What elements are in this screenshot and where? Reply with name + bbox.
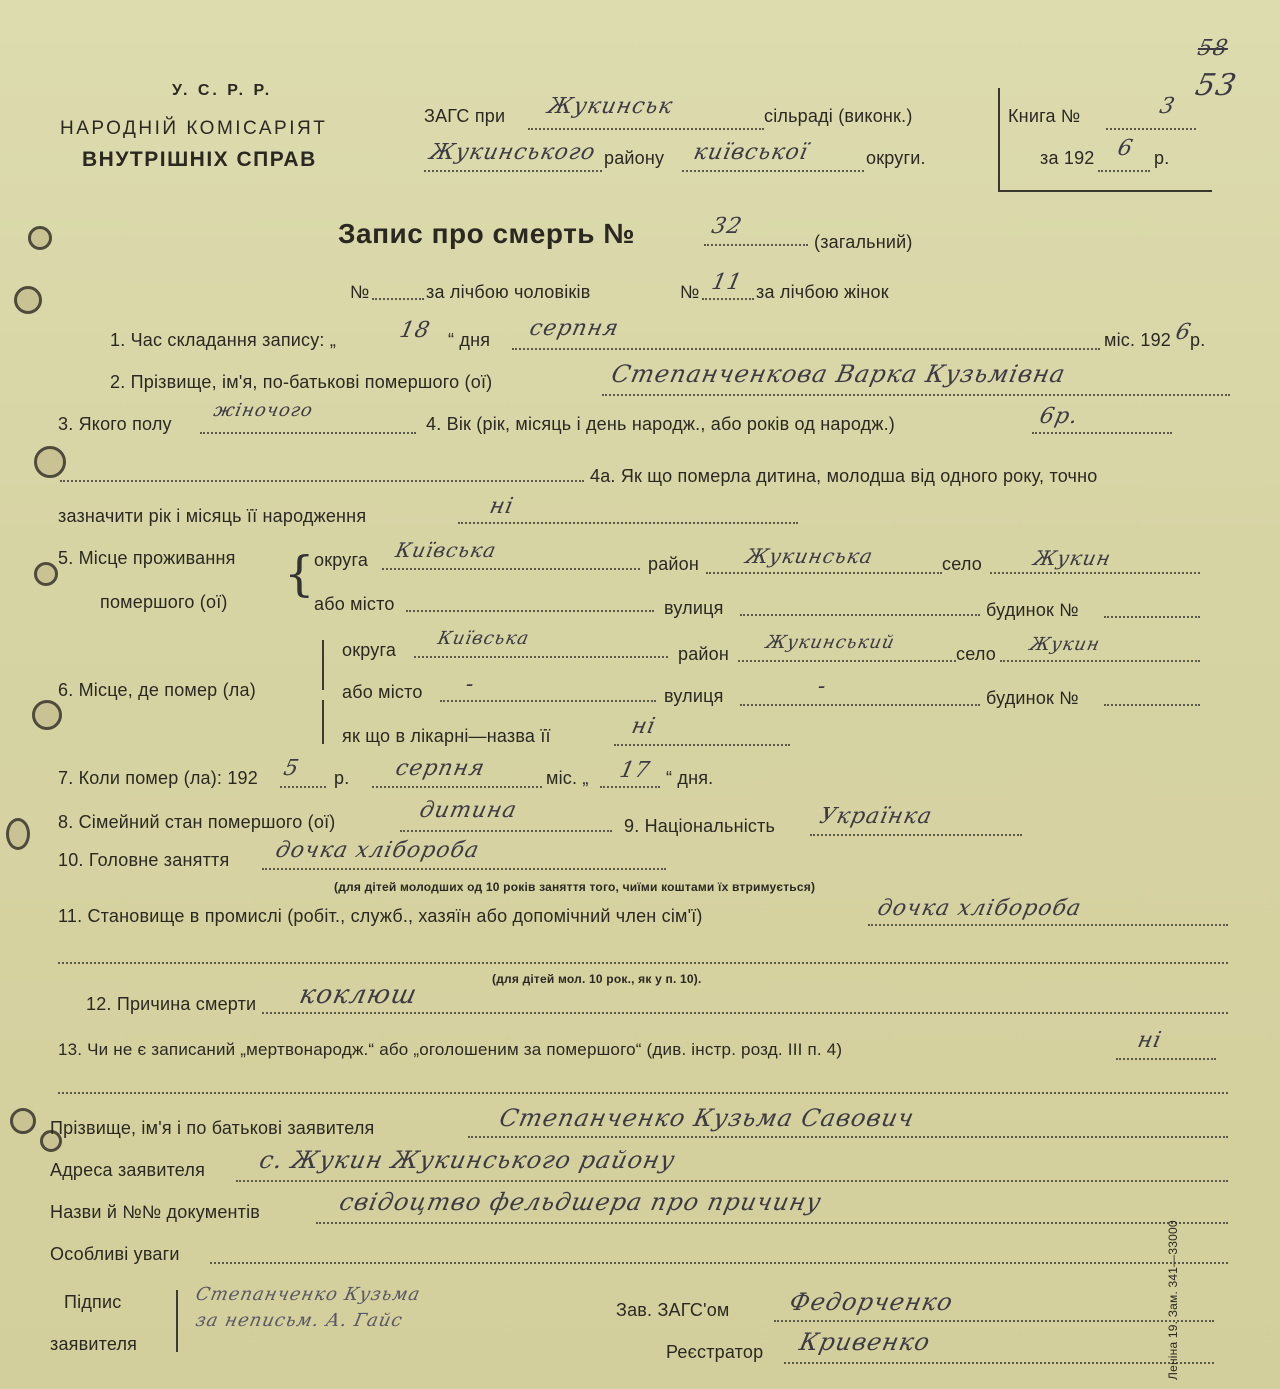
f8-line xyxy=(400,830,612,832)
f7-label: 7. Коли помер (ла): 192 xyxy=(58,768,258,788)
okrugy-label: округи. xyxy=(866,148,926,168)
f4a-value: ні xyxy=(487,494,517,519)
f5-brace: { xyxy=(284,546,315,602)
year-value: 6 xyxy=(1115,136,1136,161)
f8-value: дитина xyxy=(417,798,520,823)
f1-day: 18 xyxy=(397,318,433,343)
page-number: 53 xyxy=(1192,68,1240,103)
zav-zags-line xyxy=(774,1320,1214,1322)
raionu-label: району xyxy=(604,148,665,168)
f7-mis: міс. „ xyxy=(546,768,589,788)
women-count-line xyxy=(702,298,754,300)
page-number-top: 58 xyxy=(1195,36,1231,61)
f6-budynok-label: будинок № xyxy=(986,688,1079,708)
f6-misto-line xyxy=(440,700,656,702)
applicant-address-value: с. Жукин Жукинського району xyxy=(257,1146,679,1174)
f5-vulytsia-line xyxy=(740,614,980,616)
applicant-name-line xyxy=(468,1136,1228,1138)
f6-okruga-line xyxy=(414,656,668,658)
f1-year: 6 xyxy=(1173,320,1194,345)
f11-line xyxy=(868,924,1228,926)
f8-label: 8. Сімейний стан помершого (ої) xyxy=(58,812,336,832)
f6-bracket-top xyxy=(322,640,324,690)
f7-month: серпня xyxy=(393,756,488,781)
printer-side-note: Леніна 19. Зам. 341—33000 xyxy=(1166,1220,1180,1380)
f5-raion-value: Жукинська xyxy=(743,544,876,568)
f6-selo-label: село xyxy=(956,644,996,664)
f5-okruga-value: Київська xyxy=(393,538,499,562)
f11-value: дочка хлібороба xyxy=(875,896,1084,921)
f1-label: 1. Час складання запису: „ xyxy=(110,330,337,350)
f1-mid: “ дня xyxy=(448,330,491,350)
f6-vulytsia-label: вулиця xyxy=(664,686,724,706)
f5-vulytsia-label: вулиця xyxy=(664,598,724,618)
f5-label-2: помершого (ої) xyxy=(100,592,228,612)
f2-label: 2. Прізвище, ім'я, по-батькові помершого (ої) xyxy=(110,372,493,392)
f3-value: жіночого xyxy=(211,400,316,421)
zags-pri-value: Жукинськ xyxy=(545,94,676,119)
f4-value: 6р. xyxy=(1037,404,1081,429)
f6-raion-line xyxy=(738,660,956,662)
f2-line xyxy=(602,394,1230,396)
women-count-label: № xyxy=(680,282,700,302)
zav-zags-label: Зав. ЗАГС'ом xyxy=(616,1300,730,1320)
f5-budynok-label: будинок № xyxy=(986,600,1079,620)
registrar-value: Кривенко xyxy=(797,1328,934,1356)
year-label: за 192 xyxy=(1040,148,1095,168)
record-title: Запис про смерть № xyxy=(338,218,635,249)
f5-label-1: 5. Місце проживання xyxy=(58,548,236,568)
signature-bracket xyxy=(176,1290,178,1352)
f7-r: р. xyxy=(334,768,350,788)
record-number: 32 xyxy=(709,214,745,239)
f5-misto-label: або місто xyxy=(314,594,395,614)
f11-note: (для дітей мол. 10 рок., як у п. 10). xyxy=(492,972,702,986)
applicant-address-label: Адреса заявителя xyxy=(50,1160,206,1180)
f1-month: серпня xyxy=(527,316,622,341)
book-value: 3 xyxy=(1157,94,1178,119)
f2-value: Степанченкова Варка Кузьмівна xyxy=(609,360,1069,388)
f12-line xyxy=(262,1012,1228,1014)
f6-likarnia-label: як що в лікарні—назва її xyxy=(342,726,551,746)
binder-hole-4 xyxy=(34,562,58,586)
f9-label: 9. Національність xyxy=(624,816,776,836)
signature-value-2: за неписьм. А. Гайс xyxy=(193,1310,405,1331)
f6-budynok-line xyxy=(1104,704,1200,706)
zags-pri-label: ЗАГС при xyxy=(424,106,506,126)
okrugy-line xyxy=(682,170,864,172)
registrar-label: Реєстратор xyxy=(666,1342,764,1362)
f12-value: коклюш xyxy=(296,980,420,1010)
f4-label: 4. Вік (рік, місяць і день народж., або років од народж.) xyxy=(426,414,895,434)
f4a-line1: 4а. Як що померла дитина, молодша від одного року, точно xyxy=(590,466,1098,486)
f5-budynok-line xyxy=(1104,616,1200,618)
signature-label-1: Підпис xyxy=(64,1292,122,1312)
f6-likarnia-value: ні xyxy=(629,714,659,739)
f5-okruga-label: округа xyxy=(314,550,369,570)
zags-pri-line xyxy=(528,128,764,130)
men-count-label: № xyxy=(350,282,370,302)
f5-selo-label: село xyxy=(942,554,982,574)
f6-selo-line xyxy=(1000,660,1200,662)
f6-bracket-bottom xyxy=(322,700,324,744)
f7-year-line xyxy=(280,786,326,788)
signature-label-2: заявителя xyxy=(50,1334,138,1354)
zav-zags-value: Федорченко xyxy=(787,1288,956,1316)
f11-continue-line xyxy=(58,962,1228,964)
book-label: Книга № xyxy=(1008,106,1081,126)
f10-value: дочка хлібороба xyxy=(273,838,482,863)
binder-hole-7 xyxy=(10,1108,36,1134)
f10-note: (для дітей молодших од 10 років заняття того, чиїми коштами їх втримується) xyxy=(334,880,816,894)
f6-label: 6. Місце, де помер (ла) xyxy=(58,680,256,700)
f6-vulytsia-value: - xyxy=(815,674,830,699)
f13-value: ні xyxy=(1135,1028,1165,1053)
f13-label: 13. Чи не є записаний „мертвонародж.“ або „оголошеним за помершого“ (див. інстр. розд. III п. 4) xyxy=(58,1040,843,1059)
f10-label: 10. Головне заняття xyxy=(58,850,230,870)
f3-label: 3. Якого полу xyxy=(58,414,172,434)
book-box xyxy=(998,88,1212,192)
record-number-line xyxy=(704,244,808,246)
header-commissariat: НАРОДНІЙ КОМІСАРІЯТ xyxy=(60,118,328,139)
applicant-name-value: Степанченко Кузьма Савович xyxy=(497,1104,918,1132)
f9-line xyxy=(810,834,1022,836)
f7-day: 17 xyxy=(617,758,653,783)
year-suffix: р. xyxy=(1154,148,1170,168)
men-count-line xyxy=(372,298,424,300)
f4a-line2: зазначити рік і місяць її народження xyxy=(58,506,367,526)
f6-okruga-value: Київська xyxy=(435,628,532,649)
f7-day-line xyxy=(600,786,660,788)
f6-okruga-label: округа xyxy=(342,640,397,660)
f6-misto-label: або місто xyxy=(342,682,423,702)
applicant-docs-line xyxy=(316,1222,1228,1224)
f7-year: 5 xyxy=(281,756,302,781)
f5-okruga-line xyxy=(382,568,640,570)
f13-line xyxy=(1116,1058,1216,1060)
applicant-notes-line xyxy=(210,1262,1228,1264)
raionu-value: Жукинського xyxy=(427,140,598,165)
f1-r: р. xyxy=(1190,330,1206,350)
men-count-text: за лічбою чоловіків xyxy=(426,282,591,302)
f11-label: 11. Становище в промислі (робіт., служб., хазяїн або допомічний член сім'ї) xyxy=(58,906,703,926)
signature-value-1: Степанченко Кузьма xyxy=(193,1284,423,1305)
f9-value: Українка xyxy=(817,804,935,829)
applicant-docs-value: свідоцтво фельдшера про причину xyxy=(337,1188,825,1216)
binder-hole-3 xyxy=(34,446,66,478)
f3-line xyxy=(200,432,416,434)
f7-dnia: “ дня. xyxy=(666,768,714,788)
okrugy-value: київської xyxy=(691,140,811,165)
f6-selo-value: Жукин xyxy=(1027,634,1103,655)
record-general: (загальний) xyxy=(814,232,913,252)
f6-raion-value: Жукинський xyxy=(763,632,897,653)
binder-hole-2 xyxy=(14,286,42,314)
women-count-text: за лічбою жінок xyxy=(756,282,889,302)
f4a-lead-line xyxy=(60,480,584,482)
registrar-line xyxy=(784,1362,1214,1364)
year-line xyxy=(1098,170,1150,172)
f6-likarnia-line xyxy=(614,744,790,746)
f7-month-line xyxy=(372,786,542,788)
f10-line xyxy=(262,868,666,870)
applicant-docs-label: Назви й №№ документів xyxy=(50,1202,261,1222)
f5-raion-label: район xyxy=(648,554,700,574)
applicant-name-label: Прізвище, ім'я і по батькові заявителя xyxy=(50,1118,375,1138)
f6-misto-value: - xyxy=(463,672,478,697)
f13-continue-line xyxy=(58,1092,1228,1094)
f1-month-line xyxy=(512,348,1100,350)
f4-line xyxy=(1032,432,1172,434)
binder-hole-top xyxy=(28,226,52,250)
f5-selo-line xyxy=(990,572,1200,574)
f1-end: міс. 192 xyxy=(1104,330,1172,350)
women-count-value: 11 xyxy=(709,270,745,295)
book-line xyxy=(1106,128,1196,130)
f5-raion-line xyxy=(706,572,942,574)
header-state: У. С. Р. Р. xyxy=(172,82,273,99)
applicant-address-line xyxy=(236,1180,1228,1182)
f6-raion-label: район xyxy=(678,644,730,664)
f4a-line xyxy=(458,522,798,524)
silradi-label: сільраді (виконк.) xyxy=(764,106,913,126)
binder-hole-5 xyxy=(32,700,62,730)
applicant-notes-label: Особливі уваги xyxy=(50,1244,180,1264)
binder-hole-6 xyxy=(6,818,30,850)
f5-selo-value: Жукин xyxy=(1031,546,1114,570)
f6-vulytsia-line xyxy=(740,704,980,706)
f5-misto-line xyxy=(406,610,654,612)
raionu-line xyxy=(424,170,602,172)
f12-label: 12. Причина смерти xyxy=(86,994,257,1014)
header-internal-affairs: ВНУТРІШНІХ СПРАВ xyxy=(82,148,317,171)
